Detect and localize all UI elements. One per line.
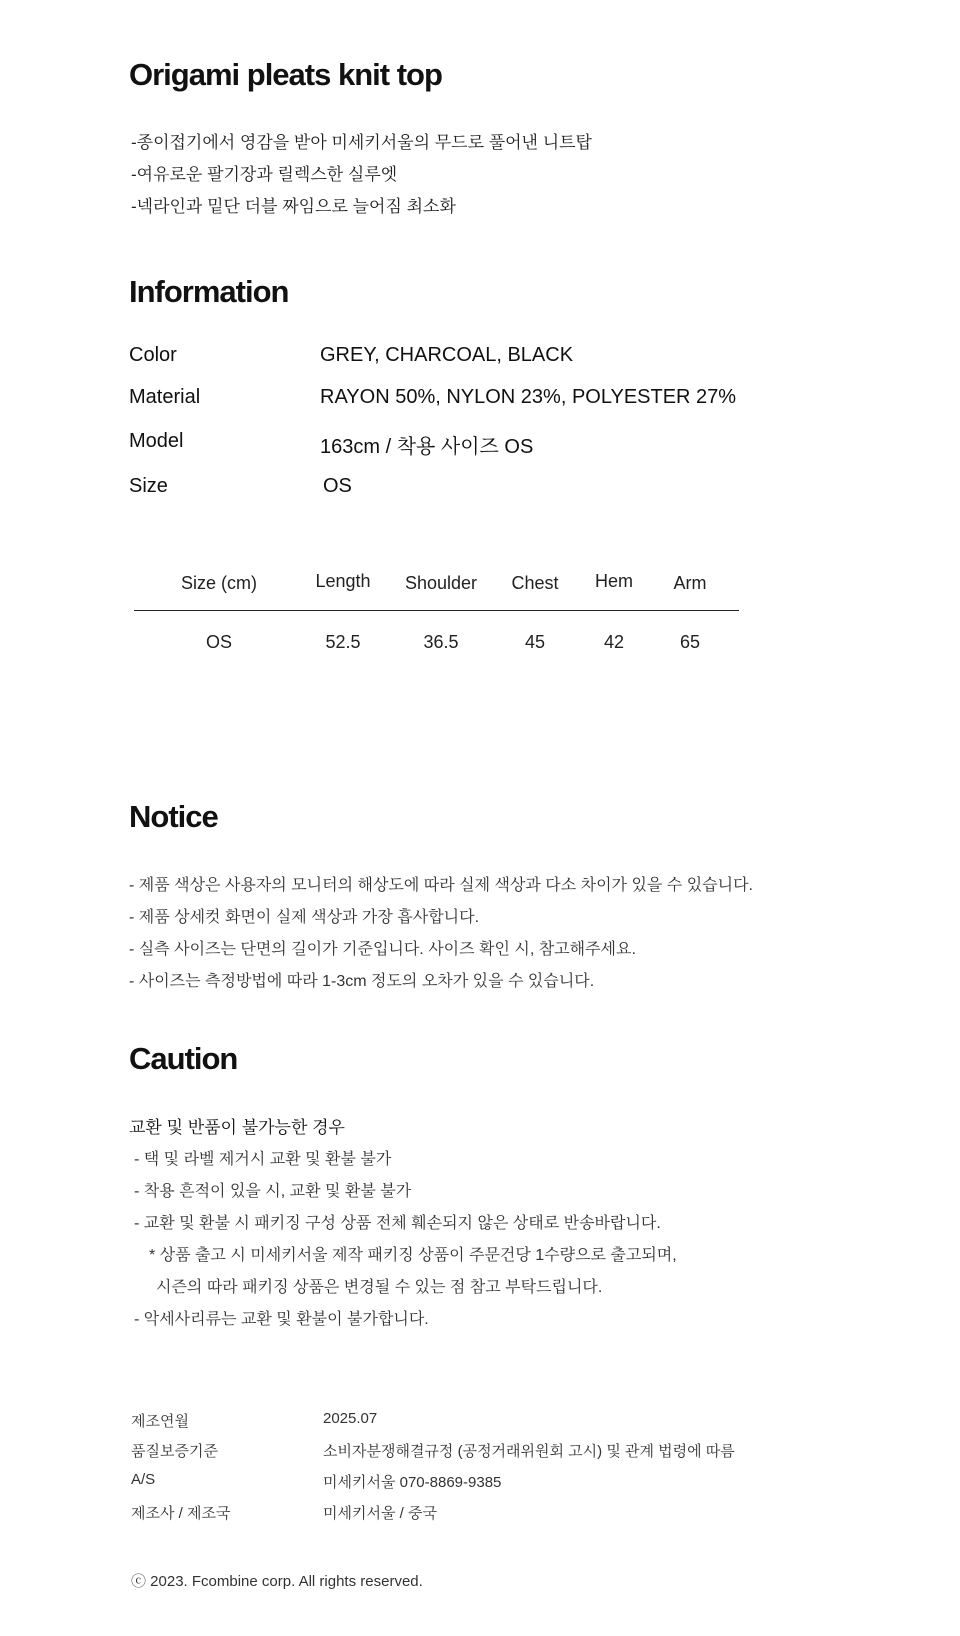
size-table-cell: 45 (524, 632, 546, 652)
size-table-header: Arm (673, 573, 707, 593)
notice-line: - 제품 색상은 사용자의 모니터의 해상도에 따라 실제 색상과 다소 차이가 있을 수 있습니다. (129, 877, 753, 894)
caution-line: - 교환 및 환불 시 패키징 구성 상품 전체 훼손되지 않은 상태로 반송바랍니다. (134, 1215, 661, 1232)
description-line: -종이접기에서 영감을 받아 미세키서울의 무드로 풀어낸 니트탑 (131, 133, 592, 152)
footer-copyright: ⓒ 2023. Fcombine corp. All rights reserved. (131, 1573, 423, 1590)
meta-value-manufacture-date: 2025.07 (323, 1410, 378, 1427)
size-table-header: Hem (594, 571, 634, 591)
size-table-header: Chest (511, 573, 559, 593)
info-label-size: Size (129, 475, 168, 497)
info-label-material: Material (129, 386, 201, 408)
size-table-cell: OS (205, 632, 233, 652)
notice-line: - 사이즈는 측정방법에 따라 1-3cm 정도의 오차가 있을 수 있습니다. (129, 973, 595, 990)
size-table-cell: 65 (679, 632, 701, 652)
meta-value-manufacturer: 미세키서울 / 중국 (323, 1505, 437, 1522)
notice-line: - 제품 상세컷 화면이 실제 색상과 가장 흡사합니다. (129, 909, 480, 926)
meta-value-quality-standard: 소비자분쟁해결규정 (공정거래위원회 고시) 및 관계 법령에 따름 (323, 1443, 735, 1460)
caution-heading: Caution (129, 1041, 238, 1076)
meta-label-quality-standard: 품질보증기준 (131, 1443, 218, 1460)
caution-line: - 택 및 라벨 제거시 교환 및 환불 불가 (134, 1151, 392, 1168)
meta-value-as: 미세키서울 070-8869-9385 (323, 1474, 502, 1491)
information-heading: Information (129, 274, 289, 309)
description-line: -여유로운 팔기장과 릴렉스한 실루엣 (131, 165, 398, 184)
caution-line: - 악세사리류는 교환 및 환불이 불가합니다. (134, 1311, 429, 1328)
info-value-color: GREY, CHARCOAL, BLACK (320, 344, 574, 366)
size-table-header: Shoulder (404, 573, 478, 593)
info-value-material: RAYON 50%, NYLON 23%, POLYESTER 27% (320, 386, 737, 408)
meta-label-as: A/S (131, 1471, 156, 1488)
caution-line: * 상품 출고 시 미세키서울 제작 패키징 상품이 주문건당 1수량으로 출고되며, (149, 1247, 677, 1264)
notice-line: - 실측 사이즈는 단면의 길이가 기준입니다. 사이즈 확인 시, 참고해주세요. (129, 941, 636, 958)
description-line: -넥라인과 밑단 더블 짜임으로 늘어짐 최소화 (131, 197, 456, 216)
size-table-cell: 36.5 (423, 632, 459, 652)
info-value-size: OS (323, 475, 352, 497)
meta-label-manufacture-date: 제조연월 (131, 1413, 189, 1430)
caution-subheading: 교환 및 반품이 불가능한 경우 (129, 1118, 345, 1137)
size-table-header: Size (cm) (181, 573, 257, 593)
info-label-model: Model (129, 430, 184, 452)
size-table-header: Length (315, 571, 371, 591)
info-label-color: Color (129, 344, 177, 366)
size-table-cell: 52.5 (325, 632, 361, 652)
meta-label-manufacturer: 제조사 / 제조국 (131, 1505, 231, 1522)
caution-line: - 착용 흔적이 있을 시, 교환 및 환불 불가 (134, 1183, 412, 1200)
size-table-divider (134, 610, 739, 611)
product-title: Origami pleats knit top (129, 57, 442, 92)
size-table-cell: 42 (603, 632, 625, 652)
notice-heading: Notice (129, 799, 218, 834)
caution-line: 시즌의 따라 패키징 상품은 변경될 수 있는 점 참고 부탁드립니다. (156, 1279, 603, 1296)
info-value-model: 163cm / 착용 사이즈 OS (320, 436, 534, 458)
